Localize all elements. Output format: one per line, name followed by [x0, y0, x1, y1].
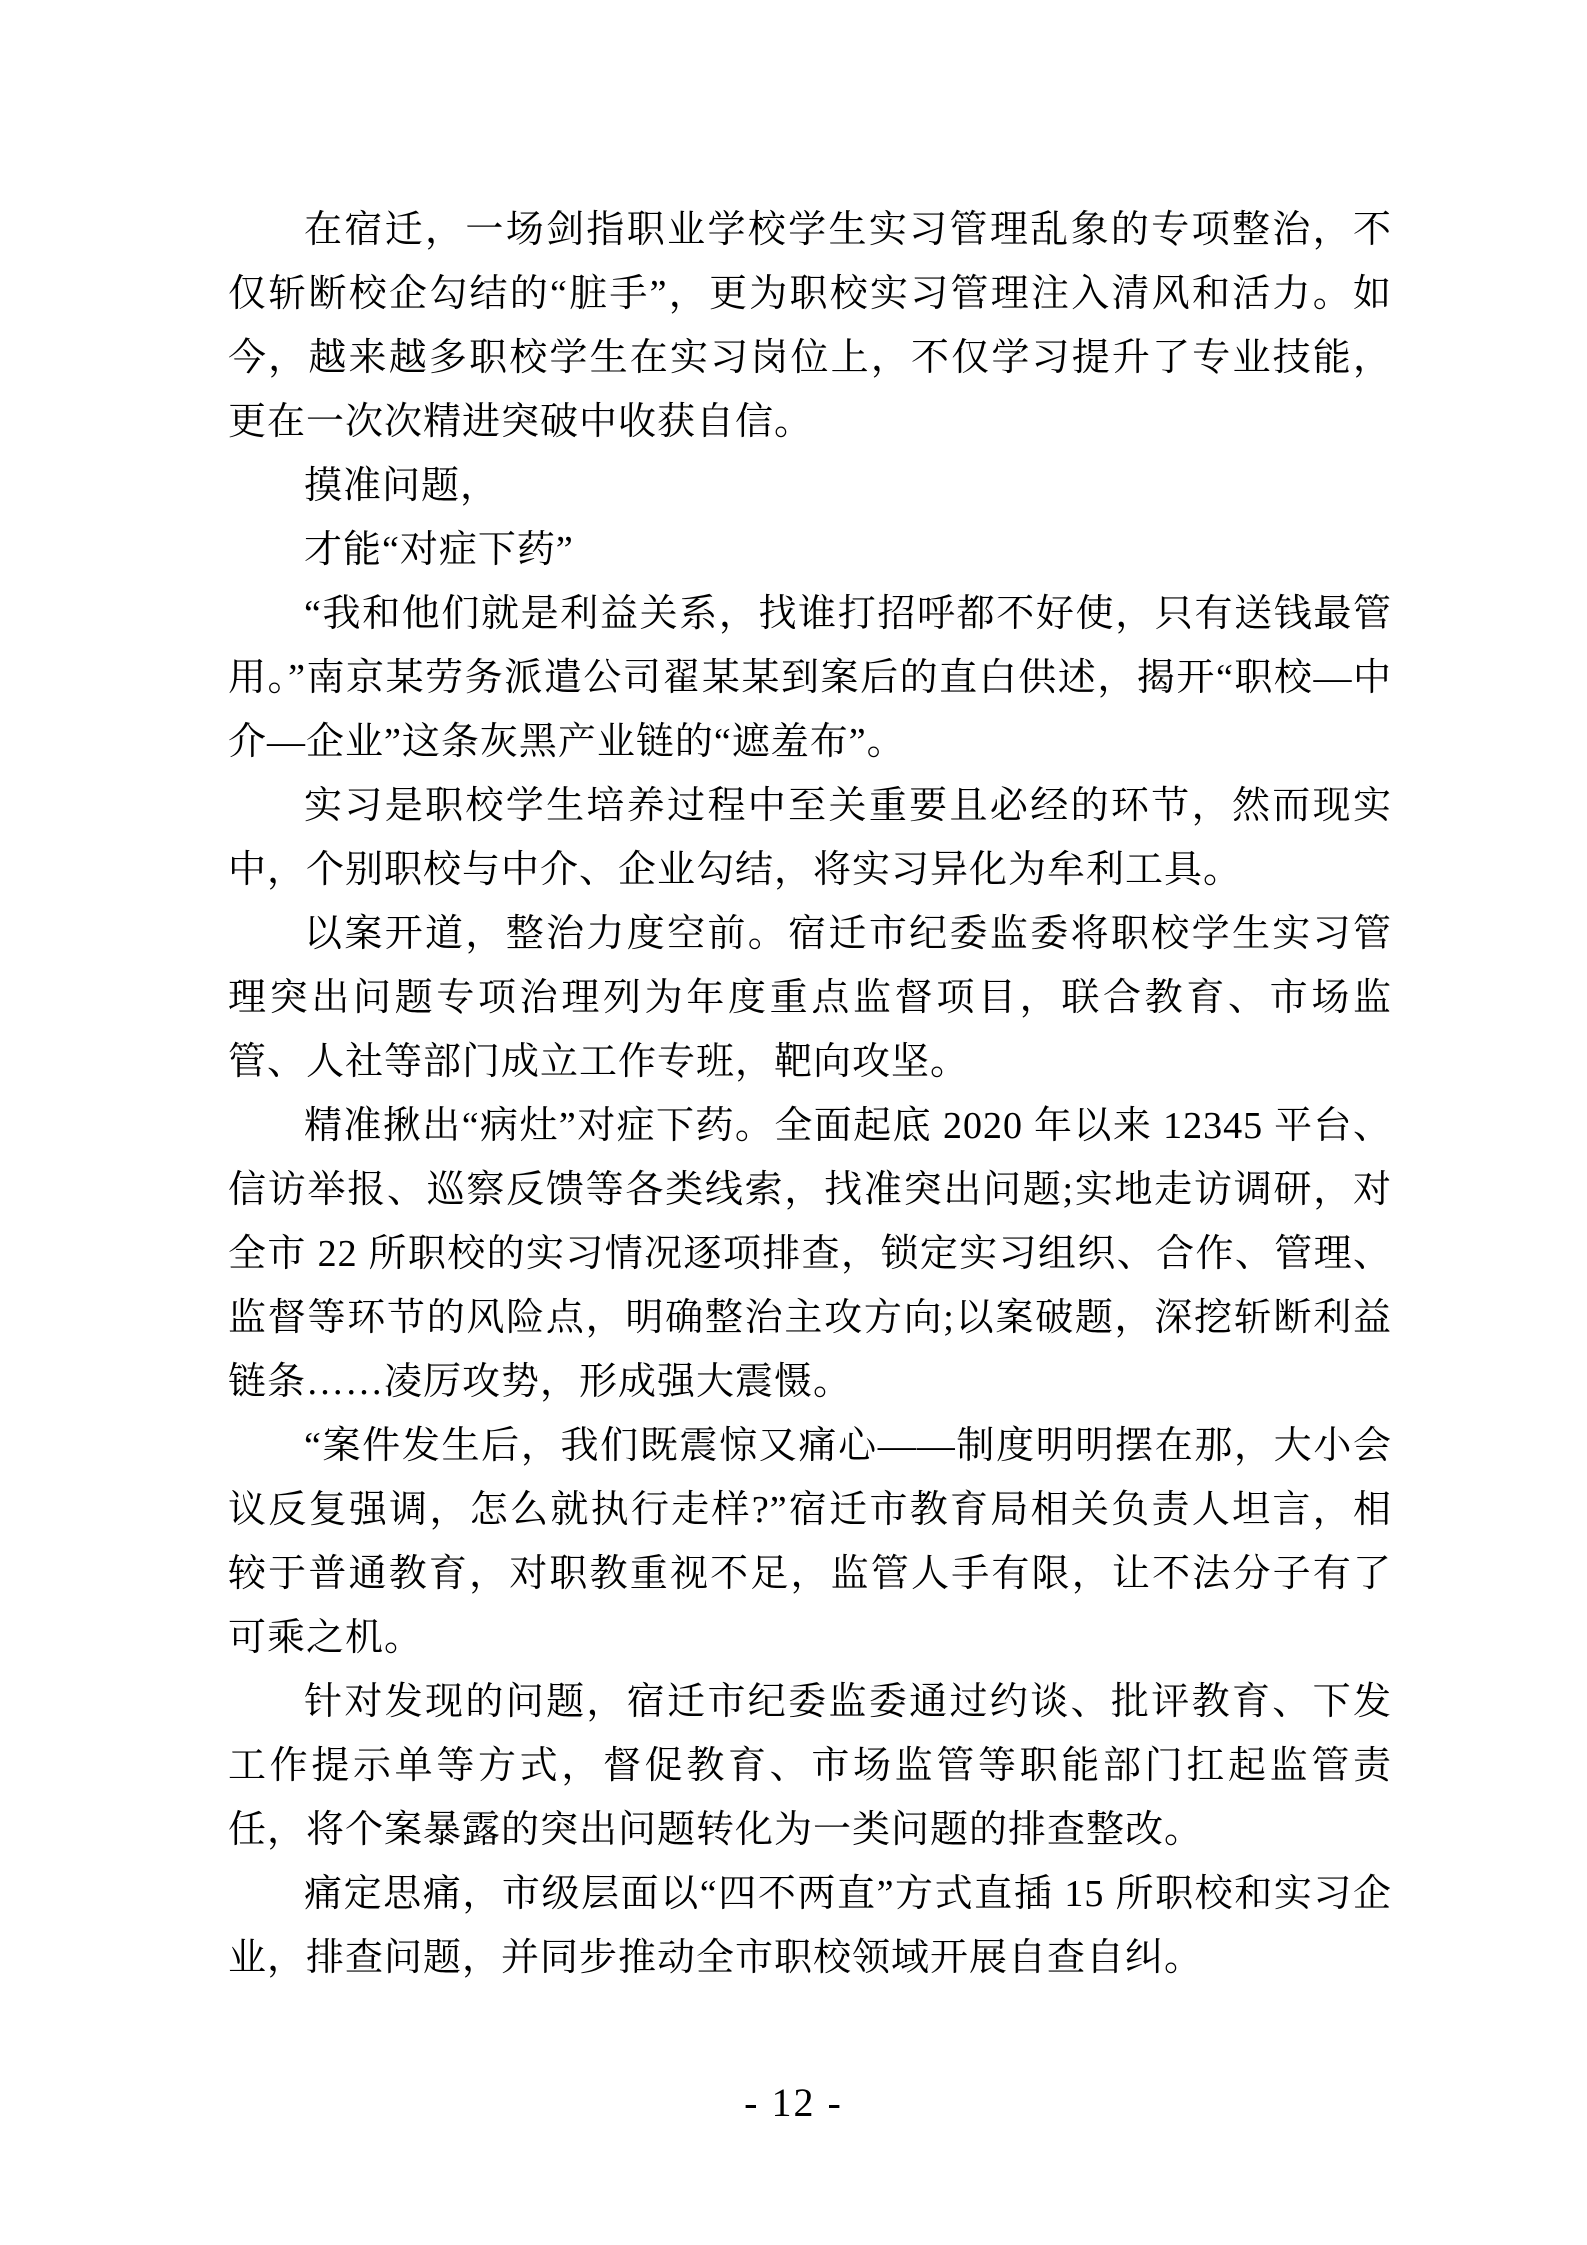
- paragraph-special-campaign: 以案开道，整治力度空前。宿迁市纪委监委将职校学生实习管理突出问题专项治理列为年度重点监督项目，联合教育、市场监管、人社等部门成立工作专班，靶向攻坚。: [228, 913, 1392, 1083]
- paragraph-root-cause: 精准揪出“病灶”对症下药。全面起底 2020 年以来 12345 平台、信访举报、巡察反馈等各类线索，找准突出问题;实地走访调研，对全市 22 所职校的实习情况逐项排查，锁定实习组织、合作、管理、监督等环节的风险点，明确整治主攻方向;以案破题，深挖斩断利益链条……凌厉攻势，形成强大震慑。: [228, 1105, 1392, 1403]
- paragraph-intro: 在宿迁，一场剑指职业学校学生实习管理乱象的专项整治，不仅斩断校企勾结的“脏手”，更为职校实习管理注入清风和活力。如今，越来越多职校学生在实习岗位上，不仅学习提升了专业技能，更在一次次精进突破中收获自信。: [228, 209, 1392, 443]
- subhead-line-2: 才能“对症下药”: [304, 529, 574, 571]
- paragraph-education-bureau: “案件发生后，我们既震惊又痛心——制度明明摆在那，大小会议反复强调，怎么就执行走样?”宿迁市教育局相关负责人坦言，相较于普通教育，对职教重视不足，监管人手有限，让不法分子有了可乘之机。: [228, 1425, 1392, 1659]
- page-number: - 12 -: [744, 2080, 843, 2125]
- paragraph-internship-essence: 实习是职校学生培养过程中至关重要且必经的环节，然而现实中，个别职校与中介、企业勾结，将实习异化为牟利工具。: [228, 785, 1392, 891]
- page-footer: [0, 2071, 1587, 2135]
- document-body: [228, 198, 1392, 1990]
- paragraph-rectification: 针对发现的问题，宿迁市纪委监委通过约谈、批评教育、下发工作提示单等方式，督促教育、市场监管等职能部门扛起监管责任，将个案暴露的突出问题转化为一类问题的排查整改。: [228, 1681, 1392, 1851]
- paragraph-confession-quote: “我和他们就是利益关系，找谁打招呼都不好使，只有送钱最管用。”南京某劳务派遣公司翟某某到案后的直白供述，揭开“职校—中介—企业”这条灰黑产业链的“遮羞布”。: [228, 593, 1392, 763]
- subhead-line-1: 摸准问题，: [304, 465, 500, 507]
- paragraph-self-inspection: 痛定思痛，市级层面以“四不两直”方式直插 15 所职校和实习企业，排查问题，并同步推动全市职校领域开展自查自纠。: [228, 1873, 1392, 1979]
